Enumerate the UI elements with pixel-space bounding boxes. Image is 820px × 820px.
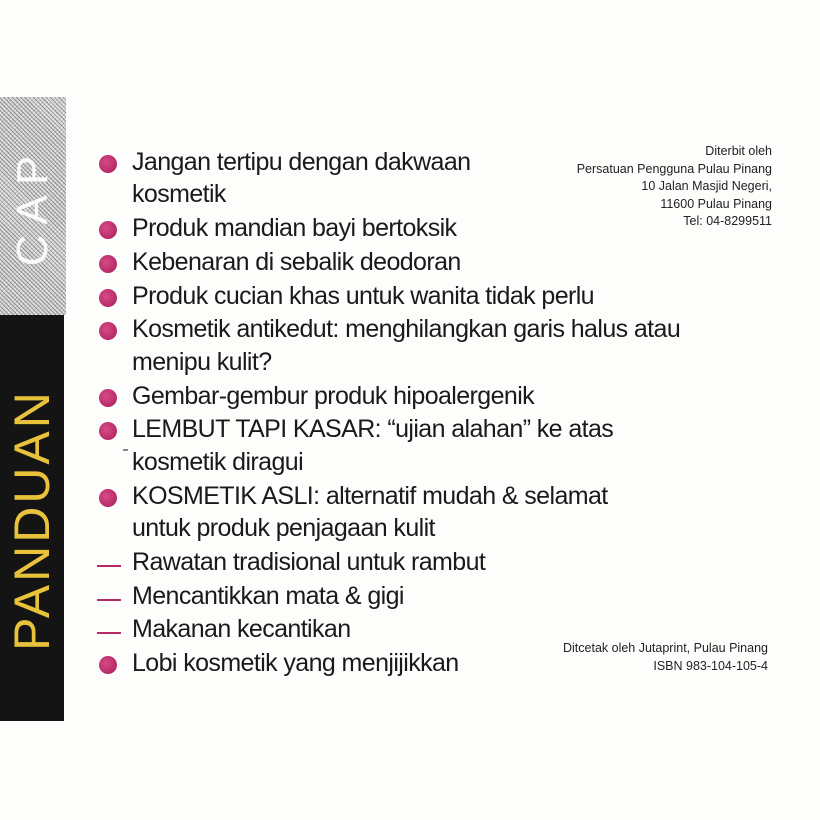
printer-block bbox=[563, 639, 768, 675]
spine-series-label: CAP bbox=[8, 145, 58, 267]
dot-bullet-icon bbox=[99, 656, 117, 674]
list-item-continuation: untuk produk penjagaan kulit bbox=[132, 514, 435, 542]
publisher-name: Persatuan Pengguna Pulau Pinang bbox=[576, 161, 772, 176]
publisher-label: Diterbit oleh bbox=[705, 144, 772, 158]
dot-bullet-icon bbox=[99, 221, 117, 239]
dot-bullet-icon bbox=[99, 389, 117, 407]
list-item: Makanan kecantikan bbox=[132, 615, 351, 643]
list-item-continuation: menipu kulit? bbox=[132, 348, 272, 376]
list-item-continuation: kosmetik diragui bbox=[132, 448, 304, 476]
stray-mark bbox=[123, 449, 128, 451]
dash-bullet-icon bbox=[97, 632, 121, 634]
dot-bullet-icon bbox=[99, 422, 117, 440]
publisher-address-1: 10 Jalan Masjid Negeri, bbox=[641, 179, 772, 193]
list-item: Rawatan tradisional untuk rambut bbox=[132, 548, 486, 576]
list-item: Produk mandian bayi bertoksik bbox=[132, 214, 457, 242]
publisher-address-2: 11600 Pulau Pinang bbox=[660, 196, 772, 211]
list-item: KOSMETIK ASLI: alternatif mudah & selamat bbox=[132, 482, 608, 510]
dot-bullet-icon bbox=[99, 255, 117, 273]
printer-line: Ditcetak oleh Jutaprint, Pulau Pinang bbox=[563, 641, 768, 655]
list-item-continuation: kosmetik bbox=[132, 180, 226, 208]
dot-bullet-icon bbox=[99, 289, 117, 307]
dash-bullet-icon bbox=[97, 565, 121, 567]
list-item: Jangan tertipu dengan dakwaan bbox=[132, 148, 471, 176]
list-item: Kebenaran di sebalik deodoran bbox=[132, 248, 461, 276]
list-item: Mencantikkan mata & gigi bbox=[132, 582, 404, 610]
list-item: LEMBUT TAPI KASAR: “ujian alahan” ke atas bbox=[132, 415, 614, 443]
isbn: ISBN 983-104-105-4 bbox=[653, 659, 768, 673]
publisher-tel: Tel: 04-8299511 bbox=[683, 214, 772, 228]
dash-bullet-icon bbox=[97, 599, 121, 601]
list-item: Produk cucian khas untuk wanita tidak perlu bbox=[132, 282, 594, 310]
publisher-block bbox=[577, 143, 772, 231]
list-item: Gembar-gembur produk hipoalergenik bbox=[132, 382, 535, 410]
list-item: Lobi kosmetik yang menjijikkan bbox=[132, 649, 459, 677]
spine-title: PANDUAN bbox=[4, 389, 60, 651]
list-item: Kosmetik antikedut: menghilangkan garis halus atau bbox=[132, 315, 681, 343]
dot-bullet-icon bbox=[99, 155, 117, 173]
dot-bullet-icon bbox=[99, 322, 117, 340]
dot-bullet-icon bbox=[99, 489, 117, 507]
